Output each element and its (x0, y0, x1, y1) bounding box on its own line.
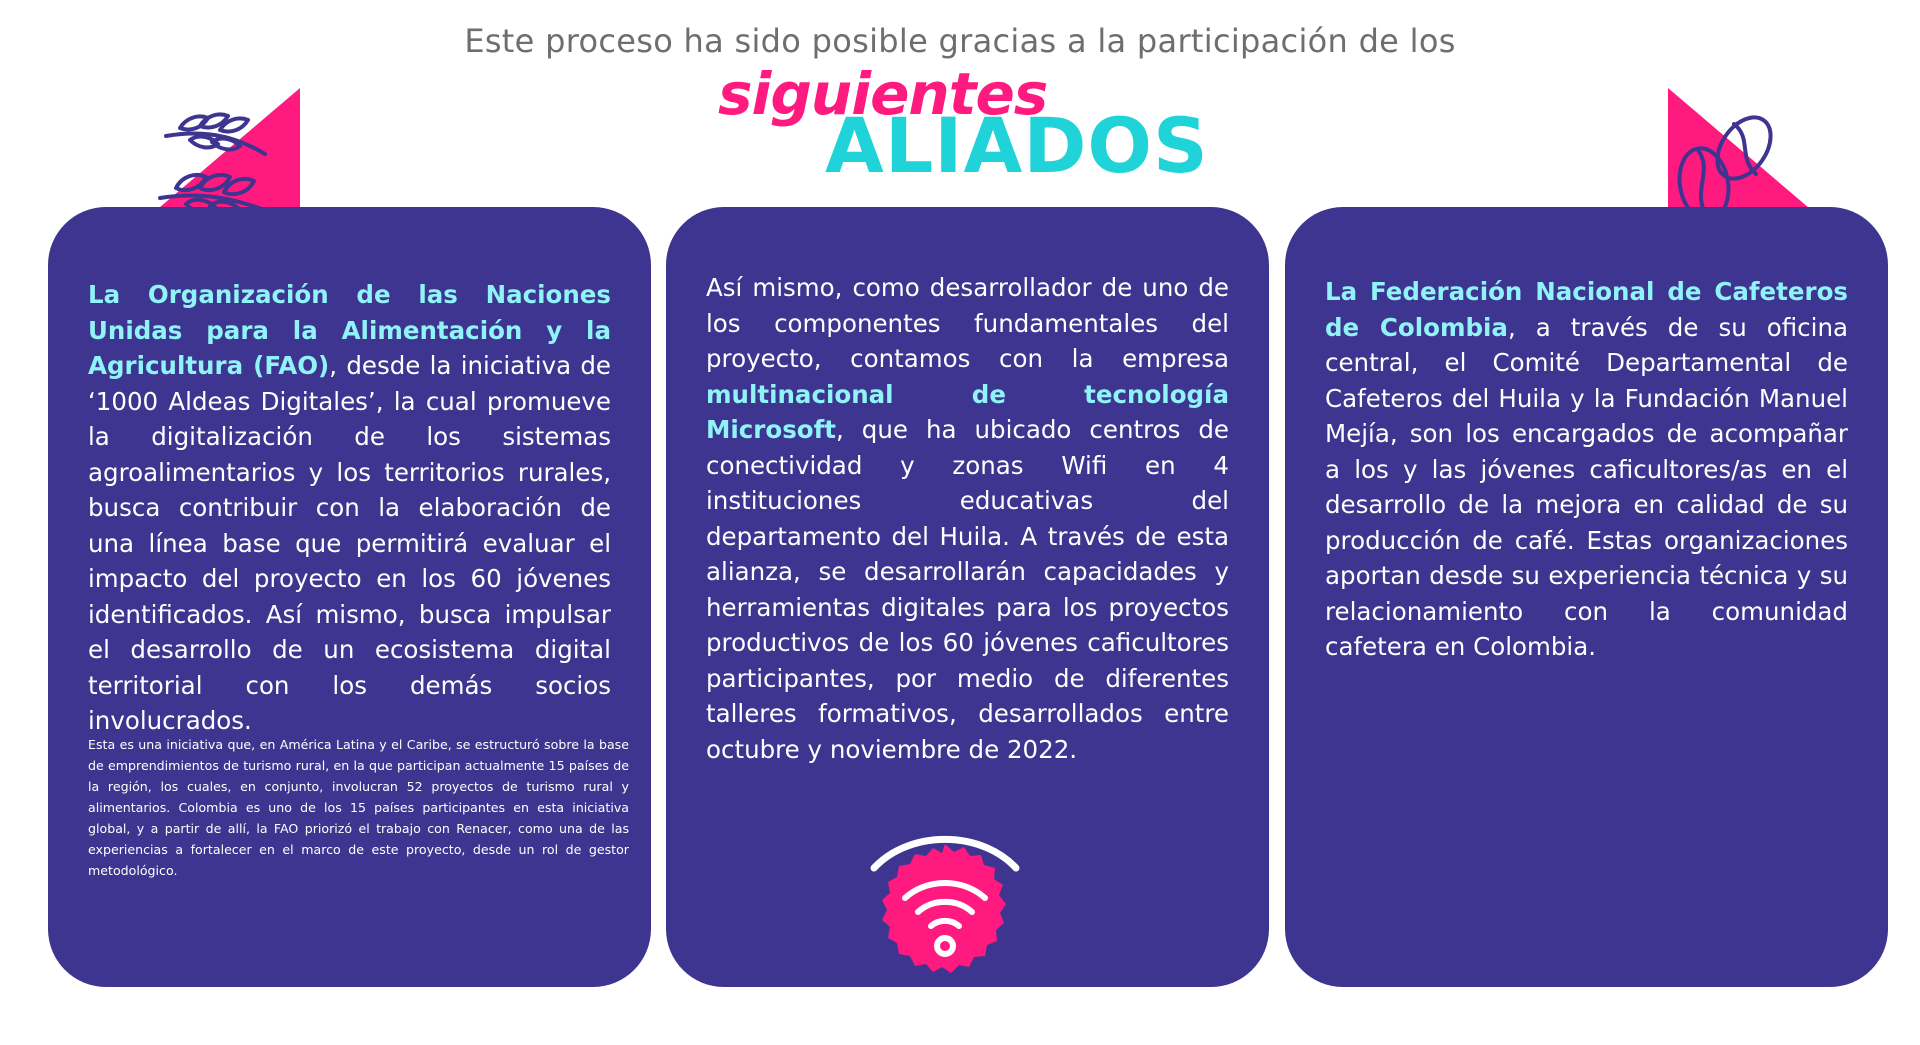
title-main: ALIADOS (825, 101, 1209, 190)
fao-card (48, 207, 651, 987)
wifi-icon (860, 810, 1030, 980)
federacion-card (1285, 207, 1888, 987)
microsoft-body-after: , que ha ubicado centros de conectividad y zonas Wifi en 4 instituciones educativas del departamento del Huila. A través de esta alianza, se desarrollarán capacidades y herramientas digitales para los proyectos productivos de los 60 jóvenes caficultores participantes, por medio de diferentes talleres formativos, desarrollados entre octubre y noviembre de 2022. (706, 415, 1229, 764)
fao-name: La Organización de las Naciones Unidas para la Alimentación y la Agricultura (FAO) (88, 280, 611, 380)
fao-text (88, 277, 611, 739)
fao-body: , desde la iniciativa de ‘1000 Aldeas Digitales’, la cual promueve la digitalización de los sistemas agroalimentarios y los territorios rurales, busca contribuir con la elaboración de una línea base que permitirá evaluar el impacto del proyecto en los 60 jóvenes identificados. Así mismo, busca impulsar el desarrollo de un ecosistema digital territorial con los demás socios involucrados. (88, 351, 611, 735)
intro-text: Este proceso ha sido posible gracias a la participación de los (464, 22, 1456, 60)
federacion-name: La Federación Nacional de Cafeteros de Colombia (1325, 277, 1848, 342)
microsoft-text (706, 270, 1229, 767)
microsoft-body-before: Así mismo, como desarrollador de uno de los componentes fundamentales del proyecto, contamos con la empresa (706, 273, 1229, 373)
microsoft-name: multinacional de tecnología Microsoft (706, 379, 1229, 444)
fao-footnote: Esta es una iniciativa que, en América Latina y el Caribe, se estructuró sobre la base de emprendimientos de turismo rural, en la que participan actualmente 15 países de la región, los cuales, en conjunto, involucran 52 proyectos de turismo rural y alimentarios. Colombia es uno de los 15 países participantes en esta iniciativa global, y a partir de allí, la FAO priorizó el trabajo con Renacer, como una de las experiencias a fortalecer en el marco de este proyecto, desde un rol de gestor metodológico. (88, 737, 629, 878)
title-script: siguientes (718, 60, 1048, 128)
federacion-text (1325, 274, 1848, 665)
federacion-body: , a través de su oficina central, el Comité Departamental de Cafeteros del Huila y la Fundación Manuel Mejía, son los encargados de acompañar a los y las jóvenes caficultores/as en el desarrollo de la mejora en calidad de su producción de café. Estas organizaciones aportan desde su experiencia técnica y su relacionamiento con la comunidad cafetera en Colombia. (1325, 312, 1848, 661)
